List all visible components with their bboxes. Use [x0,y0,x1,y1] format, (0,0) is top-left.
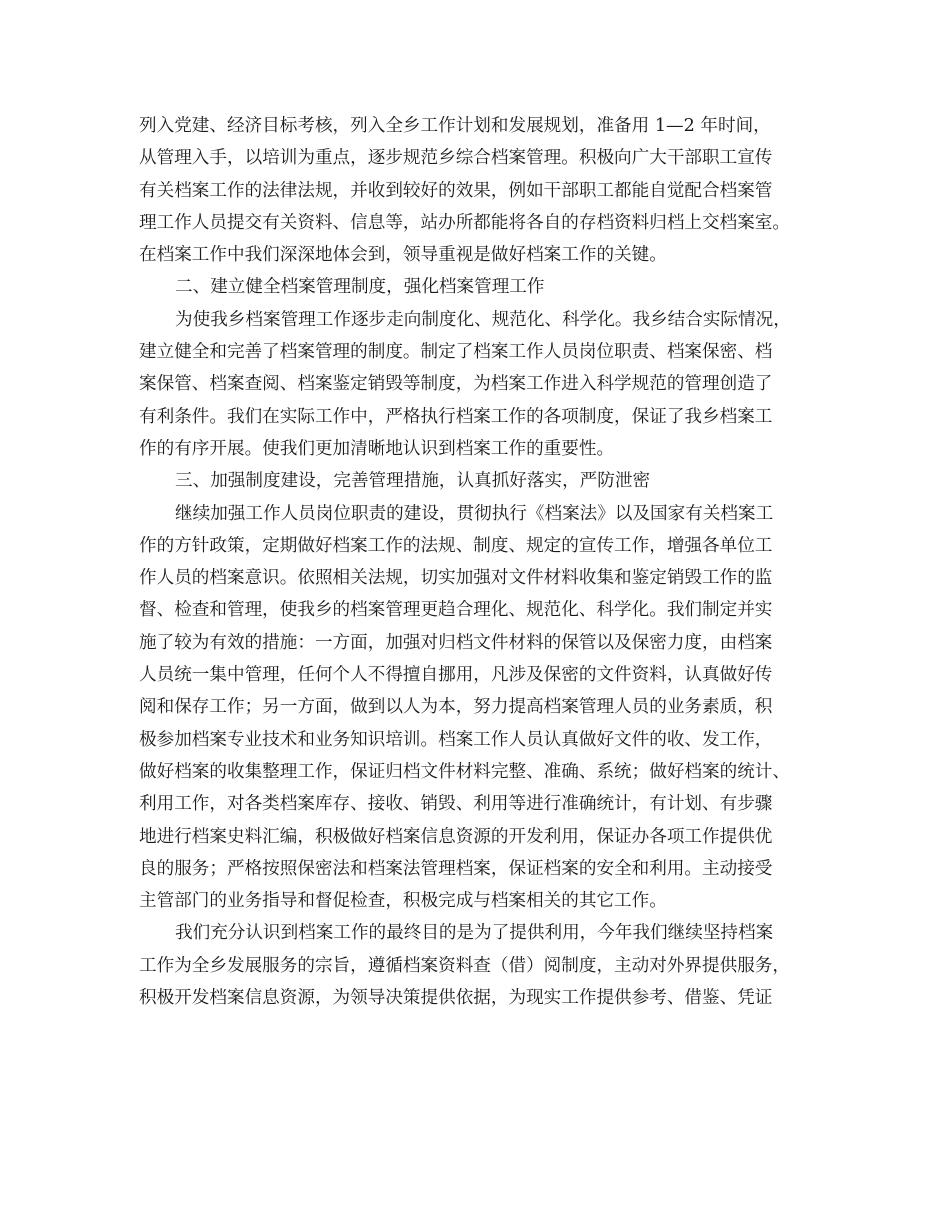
text-line: 人员统一集中管理，任何个人不得擅自挪用，凡涉及保密的文件资料，认真做好传 [139,665,773,686]
text-line: 施了较为有效的措施：一方面，加强对归档文件材料的保管以及保密力度，由档案 [139,632,773,653]
text-line: 建立健全和完善了档案管理的制度。制定了档案工作人员岗位职责、档案保密、档 [139,342,773,363]
document-body [139,110,829,1014]
text-line: 工作为全乡发展服务的宗旨，遵循档案资料查（借）阅制度，主动对外界提供服务， [139,955,790,976]
text-line: 阅和保存工作；另一方面，做到以人为本，努力提高档案管理人员的业务素质，积 [139,697,773,718]
text-line: 积极开发档案信息资源，为领导决策提供依据，为现实工作提供参考、借鉴、凭证 [139,988,773,1009]
paragraph-first-line: 为使我乡档案管理工作逐步走向制度化、规范化、科学化。我乡结合实际情况， [175,309,791,330]
text-line: 列入党建、经济目标考核，列入全乡工作计划和发展规划，准备用 1—2 年时间， [139,116,771,136]
text-line: 督、检查和管理，使我乡的档案管理更趋合理化、规范化、科学化。我们制定并实 [139,600,773,621]
text-line: 从管理入手，以培训为重点，逐步规范乡综合档案管理。积极向广大干部职工宣传 [139,148,773,169]
text-line: 极参加档案专业技术和业务知识培训。档案工作人员认真做好文件的收、发工作， [139,729,773,750]
paragraph-first-line: 三、加强制度建设，完善管理措施，认真抓好落实，严防泄密 [175,471,651,492]
text-line: 主管部门的业务指导和督促检查，积极完成与档案相关的其它工作。 [139,891,667,912]
paragraph-first-line: 继续加强工作人员岗位职责的建设，贯彻执行《档案法》以及国家有关档案工 [175,503,774,524]
text-line: 利用工作，对各类档案库存、接收、销毁、利用等进行准确统计，有计划、有步骤 [139,794,773,815]
text-line: 地进行档案史料汇编，积极做好档案信息资源的开发利用，保证办各项工作提供优 [139,826,773,847]
text-line: 做好档案的收集整理工作，保证归档文件材料完整、准确、系统；做好档案的统计、 [139,761,790,782]
text-line: 有利条件。我们在实际工作中，严格执行档案工作的各项制度，保证了我乡档案工 [139,406,773,427]
text-line: 作的有序开展。使我们更加清晰地认识到档案工作的重要性。 [139,438,615,459]
paragraph-first-line: 我们充分认识到档案工作的最终目的是为了提供利用，今年我们继续坚持档案 [175,923,774,944]
text-line: 作人员的档案意识。依照相关法规，切实加强对文件材料收集和鉴定销毁工作的监 [139,568,773,589]
text-line: 有关档案工作的法律法规，并收到较好的效果，例如干部职工都能自觉配合档案管 [139,180,773,201]
paragraph-first-line: 二、建立健全档案管理制度，强化档案管理工作 [175,277,545,298]
text-line: 案保管、档案查阅、档案鉴定销毁等制度，为档案工作进入科学规范的管理创造了 [139,374,773,395]
text-line: 作的方针政策，定期做好档案工作的法规、制度、规定的宣传工作，增强各单位工 [139,535,773,556]
text-line: 理工作人员提交有关资料、信息等，站办所都能将各自的存档资料归档上交档案室。 [139,212,790,233]
text-line: 在档案工作中我们深深地体会到，领导重视是做好档案工作的关键。 [139,245,667,266]
text-line: 良的服务；严格按照保密法和档案法管理档案，保证档案的安全和利用。主动接受 [139,858,773,879]
